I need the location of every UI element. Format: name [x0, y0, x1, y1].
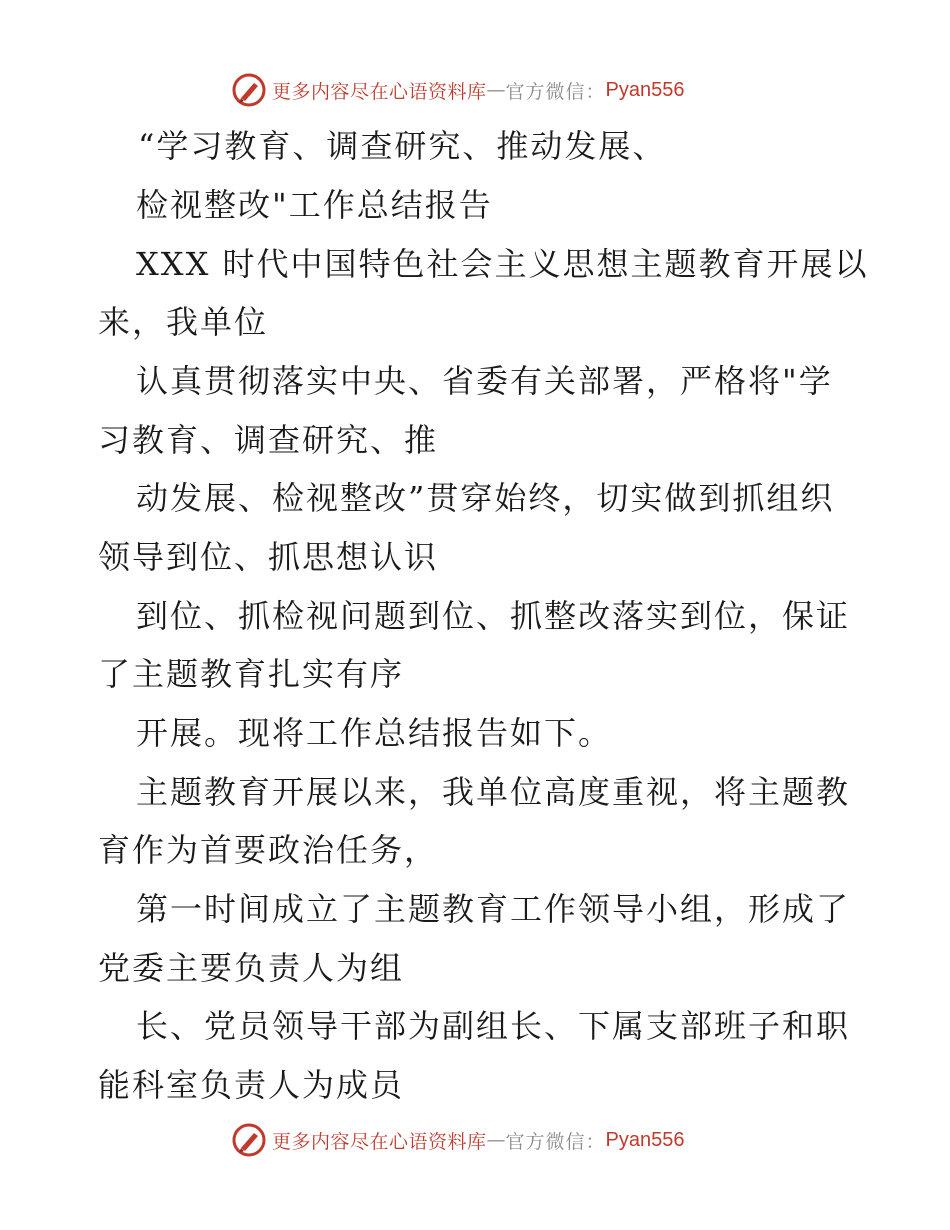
header-banner — [232, 72, 685, 108]
banner-wechat-label: 官方微信： — [505, 1130, 606, 1153]
banner-separator: — — [486, 79, 506, 101]
doc-line: 习教育、调查研究、推 — [98, 421, 439, 459]
banner-wechat-id: Pyan556 — [605, 78, 685, 101]
doc-title-line-2: 检视整改"工作总结报告 — [136, 186, 493, 224]
doc-line: 主题教育开展以来，我单位高度重视，将主题教 — [136, 773, 851, 811]
doc-line: 长、党员领导干部为副组长、下属支部班子和职 — [136, 1007, 851, 1045]
doc-line: 育作为首要政治任务， — [98, 831, 439, 869]
doc-line: 来，我单位 — [98, 303, 269, 341]
footer-banner — [232, 1122, 685, 1158]
doc-line: 开展。现将工作总结报告如下。 — [136, 714, 613, 752]
pen-logo-icon — [232, 1123, 266, 1157]
doc-line: 到位、抓检视问题到位、抓整改落实到位，保证 — [136, 597, 851, 635]
doc-line: 领导到位、抓思想认识 — [98, 538, 439, 576]
banner-wechat-id: Pyan556 — [605, 1128, 685, 1151]
pen-logo-icon — [232, 73, 266, 107]
banner-site-text: 更多内容尽在心语资料库 — [272, 80, 487, 103]
doc-line: 动发展、检视整改”贯穿始终，切实做到抓组织 — [136, 479, 835, 517]
doc-title-line-1: “学习教育、调查研究、推动发展、 — [138, 127, 667, 165]
doc-line: 能科室负责人为成员 — [98, 1066, 405, 1104]
banner-site-text: 更多内容尽在心语资料库 — [272, 1130, 487, 1153]
doc-line: 认真贯彻落实中央、省委有关部署，严格将"学 — [136, 362, 833, 400]
banner-wechat-label: 官方微信： — [505, 80, 606, 103]
doc-line: 第一时间成立了主题教育工作领导小组，形成了 — [136, 890, 851, 928]
doc-line: XXX 时代中国特色社会主义思想主题教育开展以 — [136, 245, 869, 283]
banner-separator: — — [486, 1129, 506, 1151]
doc-line: 党委主要负责人为组 — [98, 949, 405, 987]
doc-line: 了主题教育扎实有序 — [98, 655, 405, 693]
